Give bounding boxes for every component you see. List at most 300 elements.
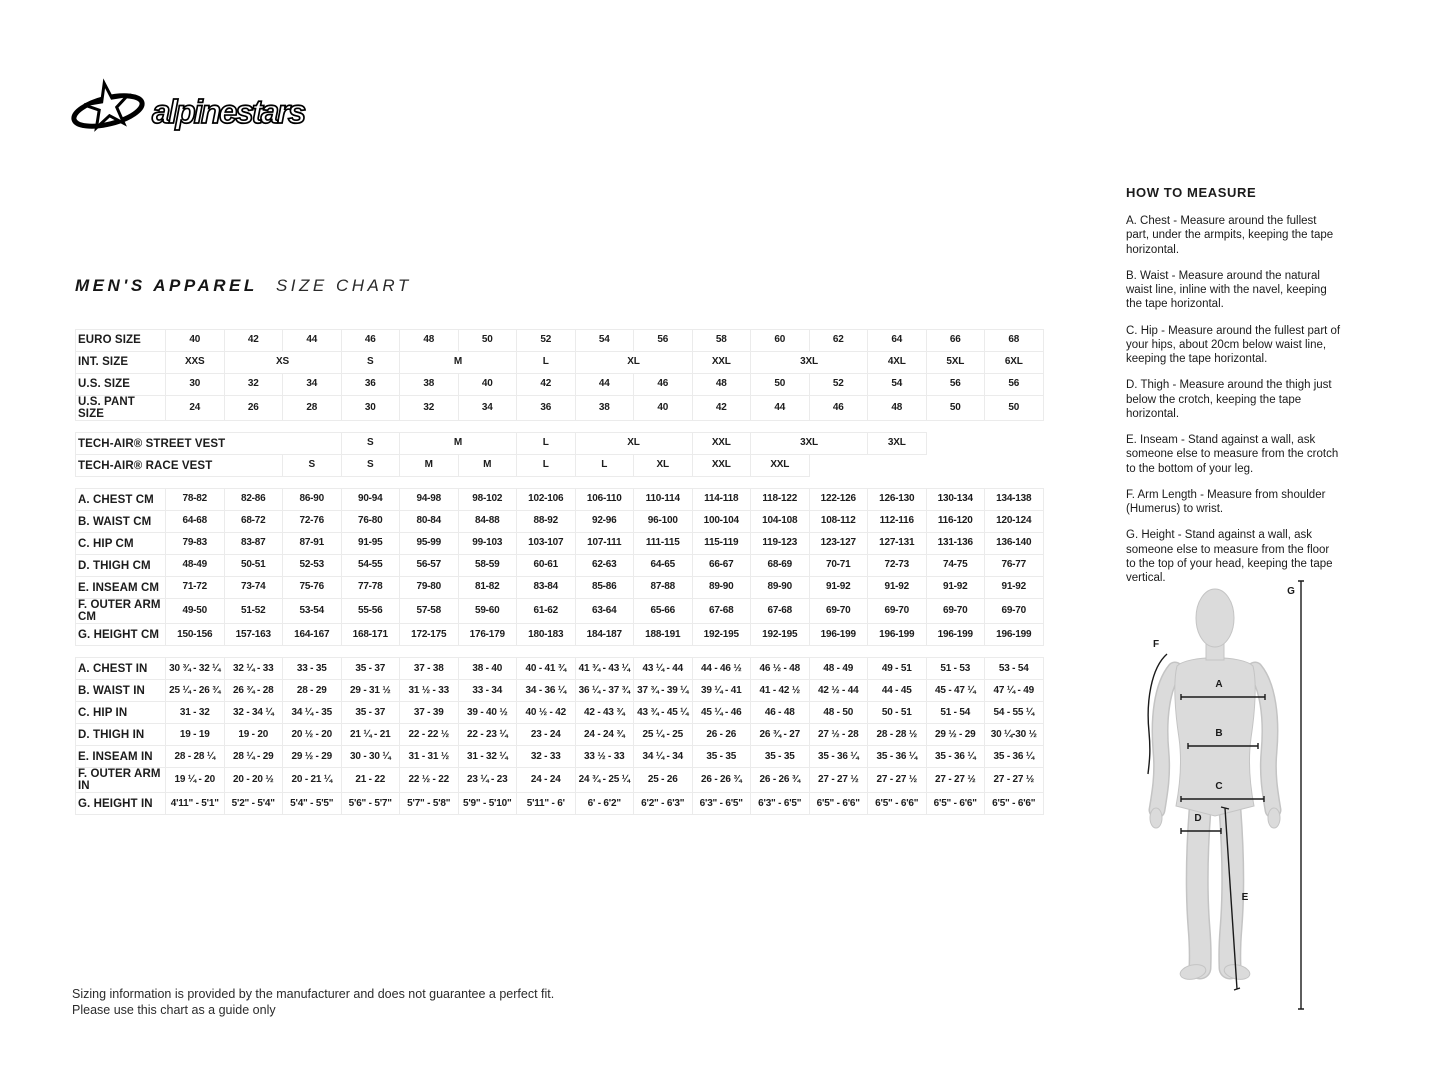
size-cell: 23 ¼ - 23 [458,768,517,793]
size-cell: 65-66 [634,599,693,624]
size-cell: 32 [400,396,459,421]
size-cell [926,455,985,477]
size-cell: XXS [166,352,225,374]
label-arm: F [1152,639,1160,650]
size-cell: 5XL [926,352,985,374]
size-cell: 87-91 [283,533,342,555]
row-label: TECH-AIR® RACE VEST [76,455,283,477]
size-cell: 32 ¼ - 33 [224,658,283,680]
star-icon [71,83,145,132]
size-cell: M [400,455,459,477]
size-cell: 26 - 26 ¾ [692,768,751,793]
size-cell: 37 - 38 [400,658,459,680]
size-cell: 60 [751,330,810,352]
size-cell: 49-50 [166,599,225,624]
table-row [76,374,1044,396]
size-cell: 49 - 51 [868,658,927,680]
size-cell: 108-112 [809,511,868,533]
size-cell: 78-82 [166,489,225,511]
size-cell: 31 - 32 ¼ [458,746,517,768]
size-cell: 29 ½ - 29 [283,746,342,768]
size-cell: 24 - 24 [517,768,576,793]
size-cell: 32 - 34 ¼ [224,702,283,724]
size-cell: 20 - 21 ¼ [283,768,342,793]
size-cell: 52-53 [283,555,342,577]
size-cell: 38 [575,396,634,421]
size-cell: 76-80 [341,511,400,533]
size-cell: 50-51 [224,555,283,577]
size-cell: 91-92 [926,577,985,599]
size-cell: 58-59 [458,555,517,577]
size-cell: 3XL [868,433,927,455]
size-cell: 6'5" - 6'6" [926,793,985,815]
size-cell: XL [634,455,693,477]
size-cell: 69-70 [926,599,985,624]
size-cell: 66-67 [692,555,751,577]
row-label: INT. SIZE [76,352,166,374]
size-cell: 127-131 [868,533,927,555]
size-cell: 19 ¼ - 20 [166,768,225,793]
size-cell: L [575,455,634,477]
size-cell: 48 - 50 [809,702,868,724]
size-cell: 110-114 [634,489,693,511]
row-label: F. OUTER ARM IN [76,768,166,793]
size-cell: 48-49 [166,555,225,577]
size-cell: 98-102 [458,489,517,511]
size-cell: 25 ¼ - 26 ¾ [166,680,225,702]
size-cell: 22 - 22 ½ [400,724,459,746]
label-hip: C [1215,781,1223,792]
table-row [76,330,1044,352]
size-cell: 83-84 [517,577,576,599]
row-label: D. THIGH CM [76,555,166,577]
size-cell: 68-69 [751,555,810,577]
size-cell: 26 ¾ - 27 [751,724,810,746]
size-cell: 33 - 34 [458,680,517,702]
size-cell: 79-80 [400,577,459,599]
size-cell: 59-60 [458,599,517,624]
size-cell: 54 [575,330,634,352]
size-cell: 40 - 41 ¾ [517,658,576,680]
size-cell: 5'4" - 5'5" [283,793,342,815]
size-cell: 40 [458,374,517,396]
size-cell: 54 - 55 ¼ [985,702,1044,724]
size-cell: 4XL [868,352,927,374]
size-cell: 115-119 [692,533,751,555]
size-cell: 114-118 [692,489,751,511]
size-cell: 53 - 54 [985,658,1044,680]
size-cell: 37 - 39 [400,702,459,724]
size-cell: 66 [926,330,985,352]
size-cell: 28 - 28 ½ [868,724,927,746]
size-cell: 107-111 [575,533,634,555]
how-to-measure-heading: HOW TO MEASURE [1126,185,1257,200]
size-cell: XL [575,433,692,455]
size-table-block-in [75,657,1044,815]
size-cell: 79-83 [166,533,225,555]
size-cell: 89-90 [692,577,751,599]
size-cell: XXL [692,433,751,455]
disclaimer [72,986,554,1019]
measure-instruction-waist: B. Waist - Measure around the natural waist line, inline with the navel, keeping the tape horizontal. [1126,269,1327,311]
size-cell: 35 - 37 [341,702,400,724]
size-cell: 44 - 45 [868,680,927,702]
size-cell: 30 ¾ - 32 ¼ [166,658,225,680]
size-cell: 102-106 [517,489,576,511]
size-cell: 83-87 [224,533,283,555]
size-cell: 45 ¼ - 46 [692,702,751,724]
size-cell: 37 ¾ - 39 ¼ [634,680,693,702]
size-cell: 119-123 [751,533,810,555]
size-cell: 28 ¼ - 29 [224,746,283,768]
size-cell: 38 - 40 [458,658,517,680]
size-cell: 27 - 27 ½ [868,768,927,793]
row-label: C. HIP CM [76,533,166,555]
size-cell: 6'5" - 6'6" [809,793,868,815]
size-cell: 28 - 29 [283,680,342,702]
size-cell: 196-199 [926,624,985,646]
size-cell: 26 - 26 ¾ [751,768,810,793]
size-cell [926,433,985,455]
table-row [76,511,1044,533]
size-cell: 192-195 [692,624,751,646]
size-cell: 91-92 [809,577,868,599]
size-cell: 35 - 36 ¼ [985,746,1044,768]
size-cell: 118-122 [751,489,810,511]
size-cell: 34 [283,374,342,396]
size-cell: 43 ¼ - 44 [634,658,693,680]
size-cell: 103-107 [517,533,576,555]
size-cell: 61-62 [517,599,576,624]
size-cell: 90-94 [341,489,400,511]
size-cell: 82-86 [224,489,283,511]
label-chest: A [1215,679,1223,690]
size-cell: 46 - 48 [751,702,810,724]
size-cell: 32 - 33 [517,746,576,768]
size-cell [868,455,927,477]
size-cell: XXL [751,455,810,477]
size-cell: 46 [634,374,693,396]
row-label: B. WAIST IN [76,680,166,702]
alpinestars-logo [68,78,338,140]
size-cell: 91-95 [341,533,400,555]
size-cell: 50 [985,396,1044,421]
size-cell: 120-124 [985,511,1044,533]
size-cell: 40 ½ - 42 [517,702,576,724]
row-label: U.S. SIZE [76,374,166,396]
size-cell: 54 [868,374,927,396]
size-cell: 122-126 [809,489,868,511]
size-cell: XS [224,352,341,374]
size-cell: 39 ¼ - 41 [692,680,751,702]
size-cell: 71-72 [166,577,225,599]
size-cell: 150-156 [166,624,225,646]
size-cell: XXL [692,455,751,477]
size-cell: 81-82 [458,577,517,599]
size-cell: 188-191 [634,624,693,646]
size-cell: 6'2" - 6'3" [634,793,693,815]
size-cell: 35 - 36 ¼ [868,746,927,768]
size-cell: 3XL [751,433,868,455]
size-cell: 136-140 [985,533,1044,555]
size-cell: 5'6" - 5'7" [341,793,400,815]
size-cell: 72-76 [283,511,342,533]
size-cell: 27 ½ - 28 [809,724,868,746]
measure-instruction-height: G. Height - Stand against a wall, ask someone else to measure from the floor to the top of your head, keeping the tape vertical. [1126,529,1333,584]
size-table-block-sizes [75,329,1044,421]
size-cell: 34 - 36 ¼ [517,680,576,702]
size-cell: 6'5" - 6'6" [868,793,927,815]
size-cell: 5'11" - 6' [517,793,576,815]
size-cell: 26 [224,396,283,421]
body-measurement-diagram [1118,560,1318,1012]
size-cell: 80-84 [400,511,459,533]
size-cell: 63-64 [575,599,634,624]
size-cell: XL [575,352,692,374]
size-cell: 22 ½ - 22 [400,768,459,793]
size-cell: 21 ¼ - 21 [341,724,400,746]
size-cell: 60-61 [517,555,576,577]
size-cell: 46 [341,330,400,352]
size-cell: 196-199 [985,624,1044,646]
size-cell: M [400,433,517,455]
size-cell: 157-163 [224,624,283,646]
table-row [76,624,1044,646]
size-cell: 76-77 [985,555,1044,577]
size-cell: 50 [926,396,985,421]
disclaimer-line-2: Please use this chart as a guide only [72,1003,276,1018]
size-cell: 126-130 [868,489,927,511]
measure-instruction-thigh: D. Thigh - Measure around the thigh just below the crotch, keeping the tape horizontal. [1126,379,1332,420]
size-cell: 26 - 26 [692,724,751,746]
size-cell: 36 [341,374,400,396]
size-cell: 131-136 [926,533,985,555]
size-cell: 33 ½ - 33 [575,746,634,768]
size-cell: 41 ¾ - 43 ¼ [575,658,634,680]
size-cell: 196-199 [809,624,868,646]
size-cell: 40 [166,330,225,352]
size-cell: 31 - 31 ½ [400,746,459,768]
size-cell: 34 [458,396,517,421]
size-cell [985,433,1044,455]
row-label: G. HEIGHT IN [76,793,166,815]
size-table-block-tech-air-vests [75,432,1043,477]
table-row [76,455,1044,477]
page-title-sub: SIZE CHART [275,276,412,295]
page-title-main: MEN'S APPAREL [75,276,258,295]
table-row [76,599,1044,624]
measure-instruction-inseam: E. Inseam - Stand against a wall, ask someone else to measure from the crotch to the bottom of your leg. [1126,434,1339,475]
size-cell: 48 [868,396,927,421]
size-cell: 67-68 [692,599,751,624]
size-cell: S [341,433,400,455]
size-cell: L [517,433,576,455]
size-cell: 96-100 [634,511,693,533]
size-cell: 32 [224,374,283,396]
size-cell: 164-167 [283,624,342,646]
size-cell: 116-120 [926,511,985,533]
label-height: G [1287,586,1295,597]
size-cell: L [517,352,576,374]
row-label: E. INSEAM CM [76,577,166,599]
table-row [76,396,1044,421]
size-cell: 68-72 [224,511,283,533]
label-thigh: D [1194,813,1202,824]
size-cell: 20 - 20 ½ [224,768,283,793]
table-row [76,489,1044,511]
table-row [76,577,1044,599]
size-cell: 87-88 [634,577,693,599]
size-cell: 64 [868,330,927,352]
size-cell: 73-74 [224,577,283,599]
size-cell: 19 - 20 [224,724,283,746]
size-cell: 27 - 27 ½ [926,768,985,793]
size-cell: 89-90 [751,577,810,599]
size-cell: 56 [634,330,693,352]
size-cell: 36 [517,396,576,421]
logo-wordmark: alpinestars [152,93,305,130]
size-cell: 99-103 [458,533,517,555]
size-cell: 75-76 [283,577,342,599]
size-cell: 38 [400,374,459,396]
size-cell: 111-115 [634,533,693,555]
size-cell: 34 ¼ - 34 [634,746,693,768]
size-cell: 134-138 [985,489,1044,511]
size-cell: 54-55 [341,555,400,577]
size-cell: 51 - 54 [926,702,985,724]
size-cell: 43 ¾ - 45 ¼ [634,702,693,724]
size-cell: 44 [283,330,342,352]
size-cell: 48 - 49 [809,658,868,680]
page-title [75,276,412,296]
size-cell: 68 [985,330,1044,352]
size-cell: 25 - 26 [634,768,693,793]
size-cell: S [341,352,400,374]
size-cell: 91-92 [985,577,1044,599]
size-cell: 6'5" - 6'6" [985,793,1044,815]
row-label: U.S. PANT SIZE [76,396,166,421]
size-cell: 176-179 [458,624,517,646]
row-label: A. CHEST CM [76,489,166,511]
size-cell: 50 - 51 [868,702,927,724]
size-cell: 42 [517,374,576,396]
size-cell: 56-57 [400,555,459,577]
size-cell: 34 ¼ - 35 [283,702,342,724]
table-row [76,768,1044,793]
size-cell: 3XL [751,352,868,374]
size-cell: 85-86 [575,577,634,599]
size-cell: M [458,455,517,477]
size-cell: 6XL [985,352,1044,374]
size-cell: 64-65 [634,555,693,577]
size-cell: 41 - 42 ½ [751,680,810,702]
size-cell: 74-75 [926,555,985,577]
size-cell: 58 [692,330,751,352]
size-cell: 104-108 [751,511,810,533]
size-cell: 62 [809,330,868,352]
size-cell: 6' - 6'2" [575,793,634,815]
size-cell [985,455,1044,477]
row-label: D. THIGH IN [76,724,166,746]
table-row [76,533,1044,555]
size-cell: 35 - 37 [341,658,400,680]
size-cell: 168-171 [341,624,400,646]
size-cell: 50 [458,330,517,352]
size-cell: 23 - 24 [517,724,576,746]
size-cell: 19 - 19 [166,724,225,746]
size-cell: S [341,455,400,477]
size-cell: 70-71 [809,555,868,577]
size-cell: 44 [575,374,634,396]
size-cell: 84-88 [458,511,517,533]
size-cell: L [517,455,576,477]
size-cell: 31 ½ - 33 [400,680,459,702]
size-cell: M [400,352,517,374]
size-cell: 57-58 [400,599,459,624]
size-cell: 51-52 [224,599,283,624]
table-row [76,433,1044,455]
size-cell: 46 ½ - 48 [751,658,810,680]
size-cell: 94-98 [400,489,459,511]
size-cell: 88-92 [517,511,576,533]
size-cell: 67-68 [751,599,810,624]
size-cell: 24 ¾ - 25 ¼ [575,768,634,793]
size-cell: 45 - 47 ¼ [926,680,985,702]
size-cell: 69-70 [985,599,1044,624]
row-label: E. INSEAM IN [76,746,166,768]
table-row [76,352,1044,374]
size-cell: 29 - 31 ½ [341,680,400,702]
size-cell: 100-104 [692,511,751,533]
size-cell: 35 - 36 ¼ [809,746,868,768]
size-cell: 33 - 35 [283,658,342,680]
size-cell: 172-175 [400,624,459,646]
size-cell: 95-99 [400,533,459,555]
size-cell: 20 ½ - 20 [283,724,342,746]
size-cell: 5'2" - 5'4" [224,793,283,815]
size-cell: 6'3" - 6'5" [751,793,810,815]
size-cell: 72-73 [868,555,927,577]
size-cell: 31 - 32 [166,702,225,724]
size-cell: 42 - 43 ¾ [575,702,634,724]
size-cell: 56 [985,374,1044,396]
row-label: EURO SIZE [76,330,166,352]
size-cell: 64-68 [166,511,225,533]
size-cell: 192-195 [751,624,810,646]
size-cell: 24 [166,396,225,421]
size-cell: 24 - 24 ¾ [575,724,634,746]
size-cell: 5'7" - 5'8" [400,793,459,815]
size-cell [809,455,868,477]
size-cell: 51 - 53 [926,658,985,680]
size-cell: 92-96 [575,511,634,533]
size-cell: 112-116 [868,511,927,533]
table-row [76,746,1044,768]
size-cell: 77-78 [341,577,400,599]
size-cell: 30 ¼-30 ½ [985,724,1044,746]
size-cell: 30 [166,374,225,396]
size-cell: 29 ½ - 29 [926,724,985,746]
size-cell: S [283,455,342,477]
size-cell: 36 ¼ - 37 ¾ [575,680,634,702]
label-waist: B [1215,728,1223,739]
table-row [76,793,1044,815]
row-label: C. HIP IN [76,702,166,724]
size-cell: 42 ½ - 44 [809,680,868,702]
size-cell: 130-134 [926,489,985,511]
size-cell: 30 - 30 ¼ [341,746,400,768]
size-table-block-cm [75,488,1044,646]
